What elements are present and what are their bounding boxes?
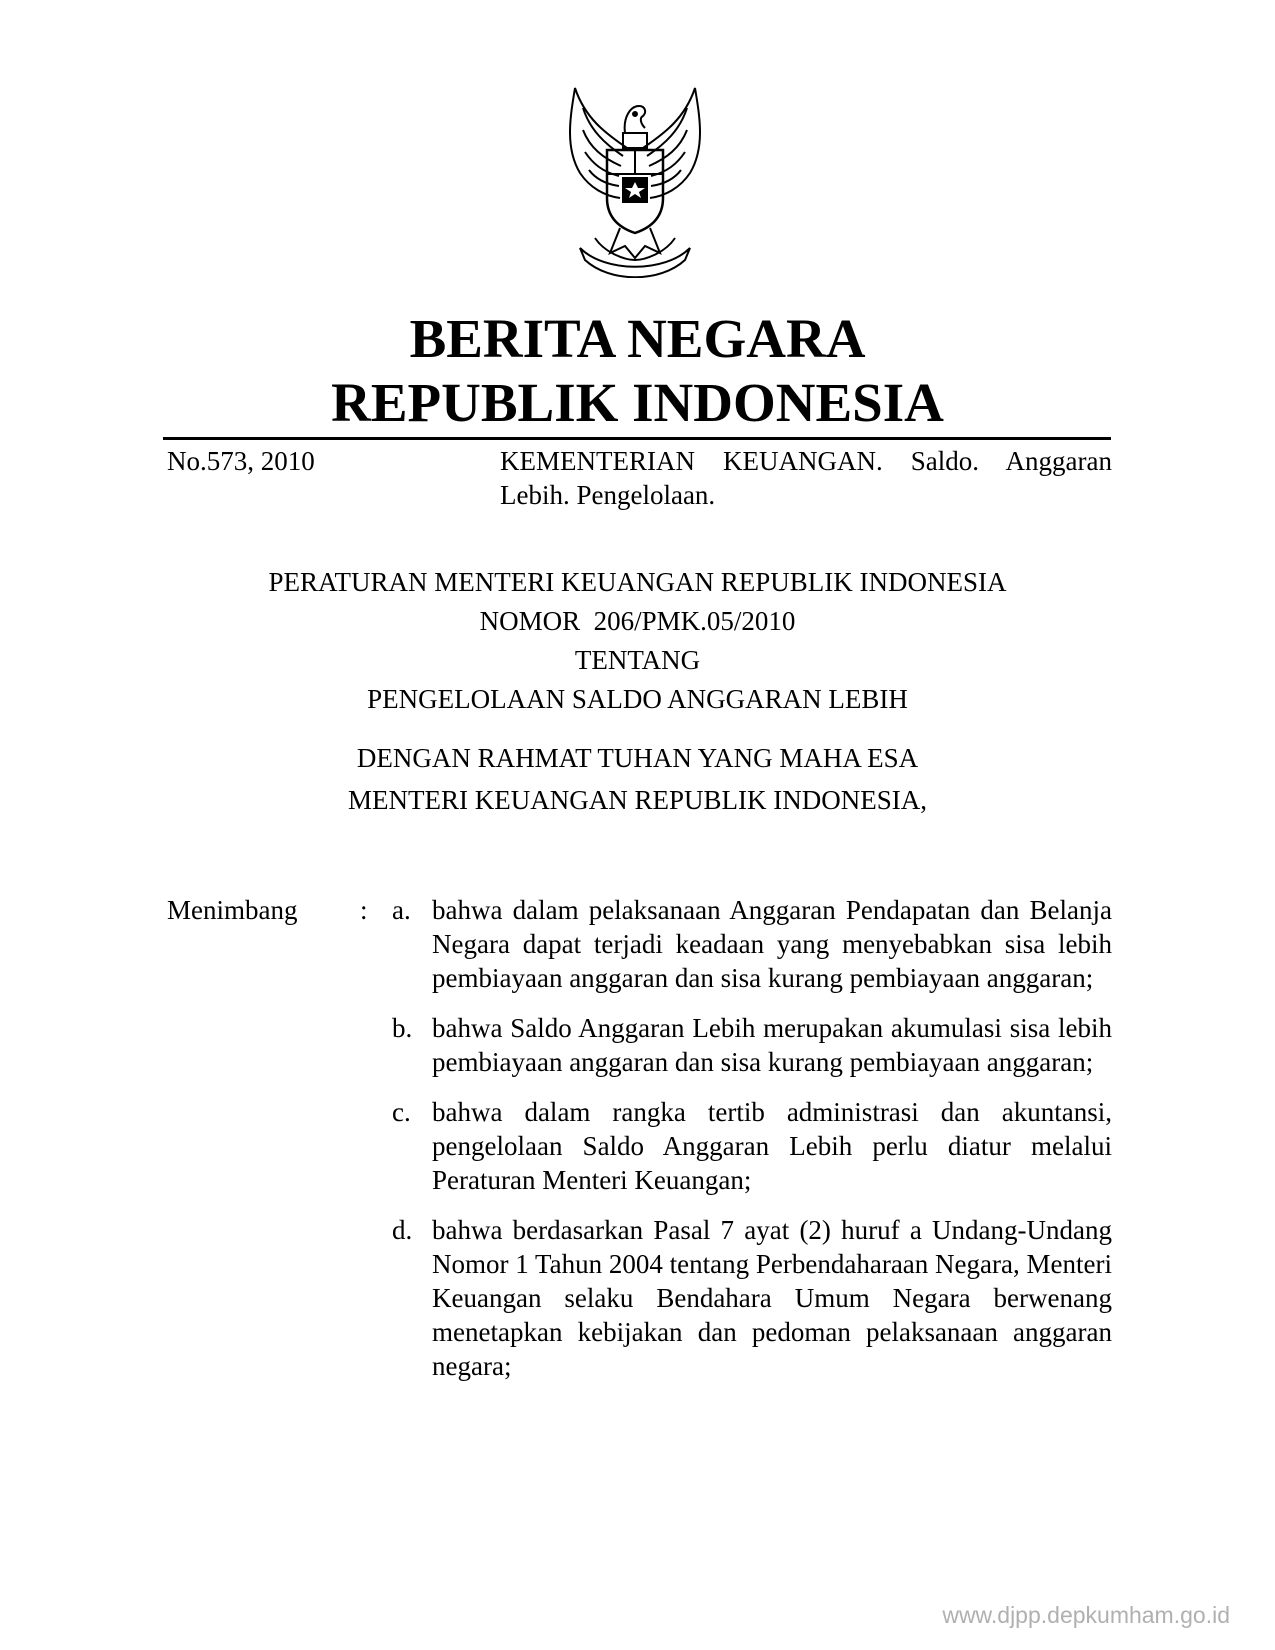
item-text: bahwa berdasarkan Pasal 7 ayat (2) huruf a Undang-Undang Nomor 1 Tahun 2004 tentang Perbendaharaan Negara, Menteri Keuangan selaku Bendahara Umum Negara berwenang menetapkan kebijakan dan pedoman pelaksanaan anggaran negara; — [432, 1215, 1112, 1381]
item-text: bahwa dalam pelaksanaan Anggaran Pendapatan dan Belanja Negara dapat terjadi keadaan yang menyebabkan sisa lebih pembiayaan anggaran dan sisa kurang pembiayaan anggaran; — [432, 895, 1112, 993]
item-letter: c. — [392, 1097, 411, 1127]
subject-line1: KEMENTERIAN KEUANGAN. Saldo. Anggaran — [500, 446, 1112, 476]
menimbang-label: Menimbang — [167, 895, 298, 925]
preamble-line1: DENGAN RAHMAT TUHAN YANG MAHA ESA — [356, 743, 919, 773]
footer-url: www.djpp.depkumham.go.id — [942, 1602, 1230, 1628]
menimbang-list — [392, 893, 1112, 1399]
list-item — [392, 1213, 1112, 1383]
regulation-line2: NOMOR 206/PMK.05/2010 — [479, 606, 796, 636]
preamble — [0, 739, 1275, 823]
item-text: bahwa dalam rangka tertib administrasi dan akuntansi, pengelolaan Saldo Anggaran Lebih perlu diatur melalui Peraturan Menteri Keuangan; — [432, 1097, 1112, 1195]
list-item — [392, 1095, 1112, 1197]
regulation-line3: TENTANG — [574, 645, 701, 675]
list-item — [392, 1011, 1112, 1079]
regulation-line4: PENGELOLAAN SALDO ANGGARAN LEBIH — [367, 684, 908, 714]
publication-subject — [500, 444, 1112, 512]
subject-line2: Lebih. Pengelolaan. — [500, 480, 716, 510]
regulation-heading — [0, 563, 1275, 719]
title-divider — [163, 437, 1111, 440]
menimbang-colon: : — [360, 895, 368, 925]
garuda-emblem-icon — [535, 78, 735, 278]
list-item — [392, 893, 1112, 995]
item-letter: d. — [392, 1215, 413, 1245]
preamble-line2: MENTERI KEUANGAN REPUBLIK INDONESIA, — [348, 785, 927, 815]
publication-number: No.573, 2010 — [167, 446, 315, 476]
item-letter: a. — [392, 895, 411, 925]
publication-title-line1: BERITA NEGARA — [409, 308, 866, 369]
regulation-line1: PERATURAN MENTERI KEUANGAN REPUBLIK INDONESIA — [268, 567, 1007, 597]
item-letter: b. — [392, 1013, 413, 1043]
publication-title-line2: REPUBLIK INDONESIA — [331, 372, 944, 433]
item-text: bahwa Saldo Anggaran Lebih merupakan akumulasi sisa lebih pembiayaan anggaran dan sisa kurang pembiayaan anggaran; — [432, 1013, 1112, 1077]
